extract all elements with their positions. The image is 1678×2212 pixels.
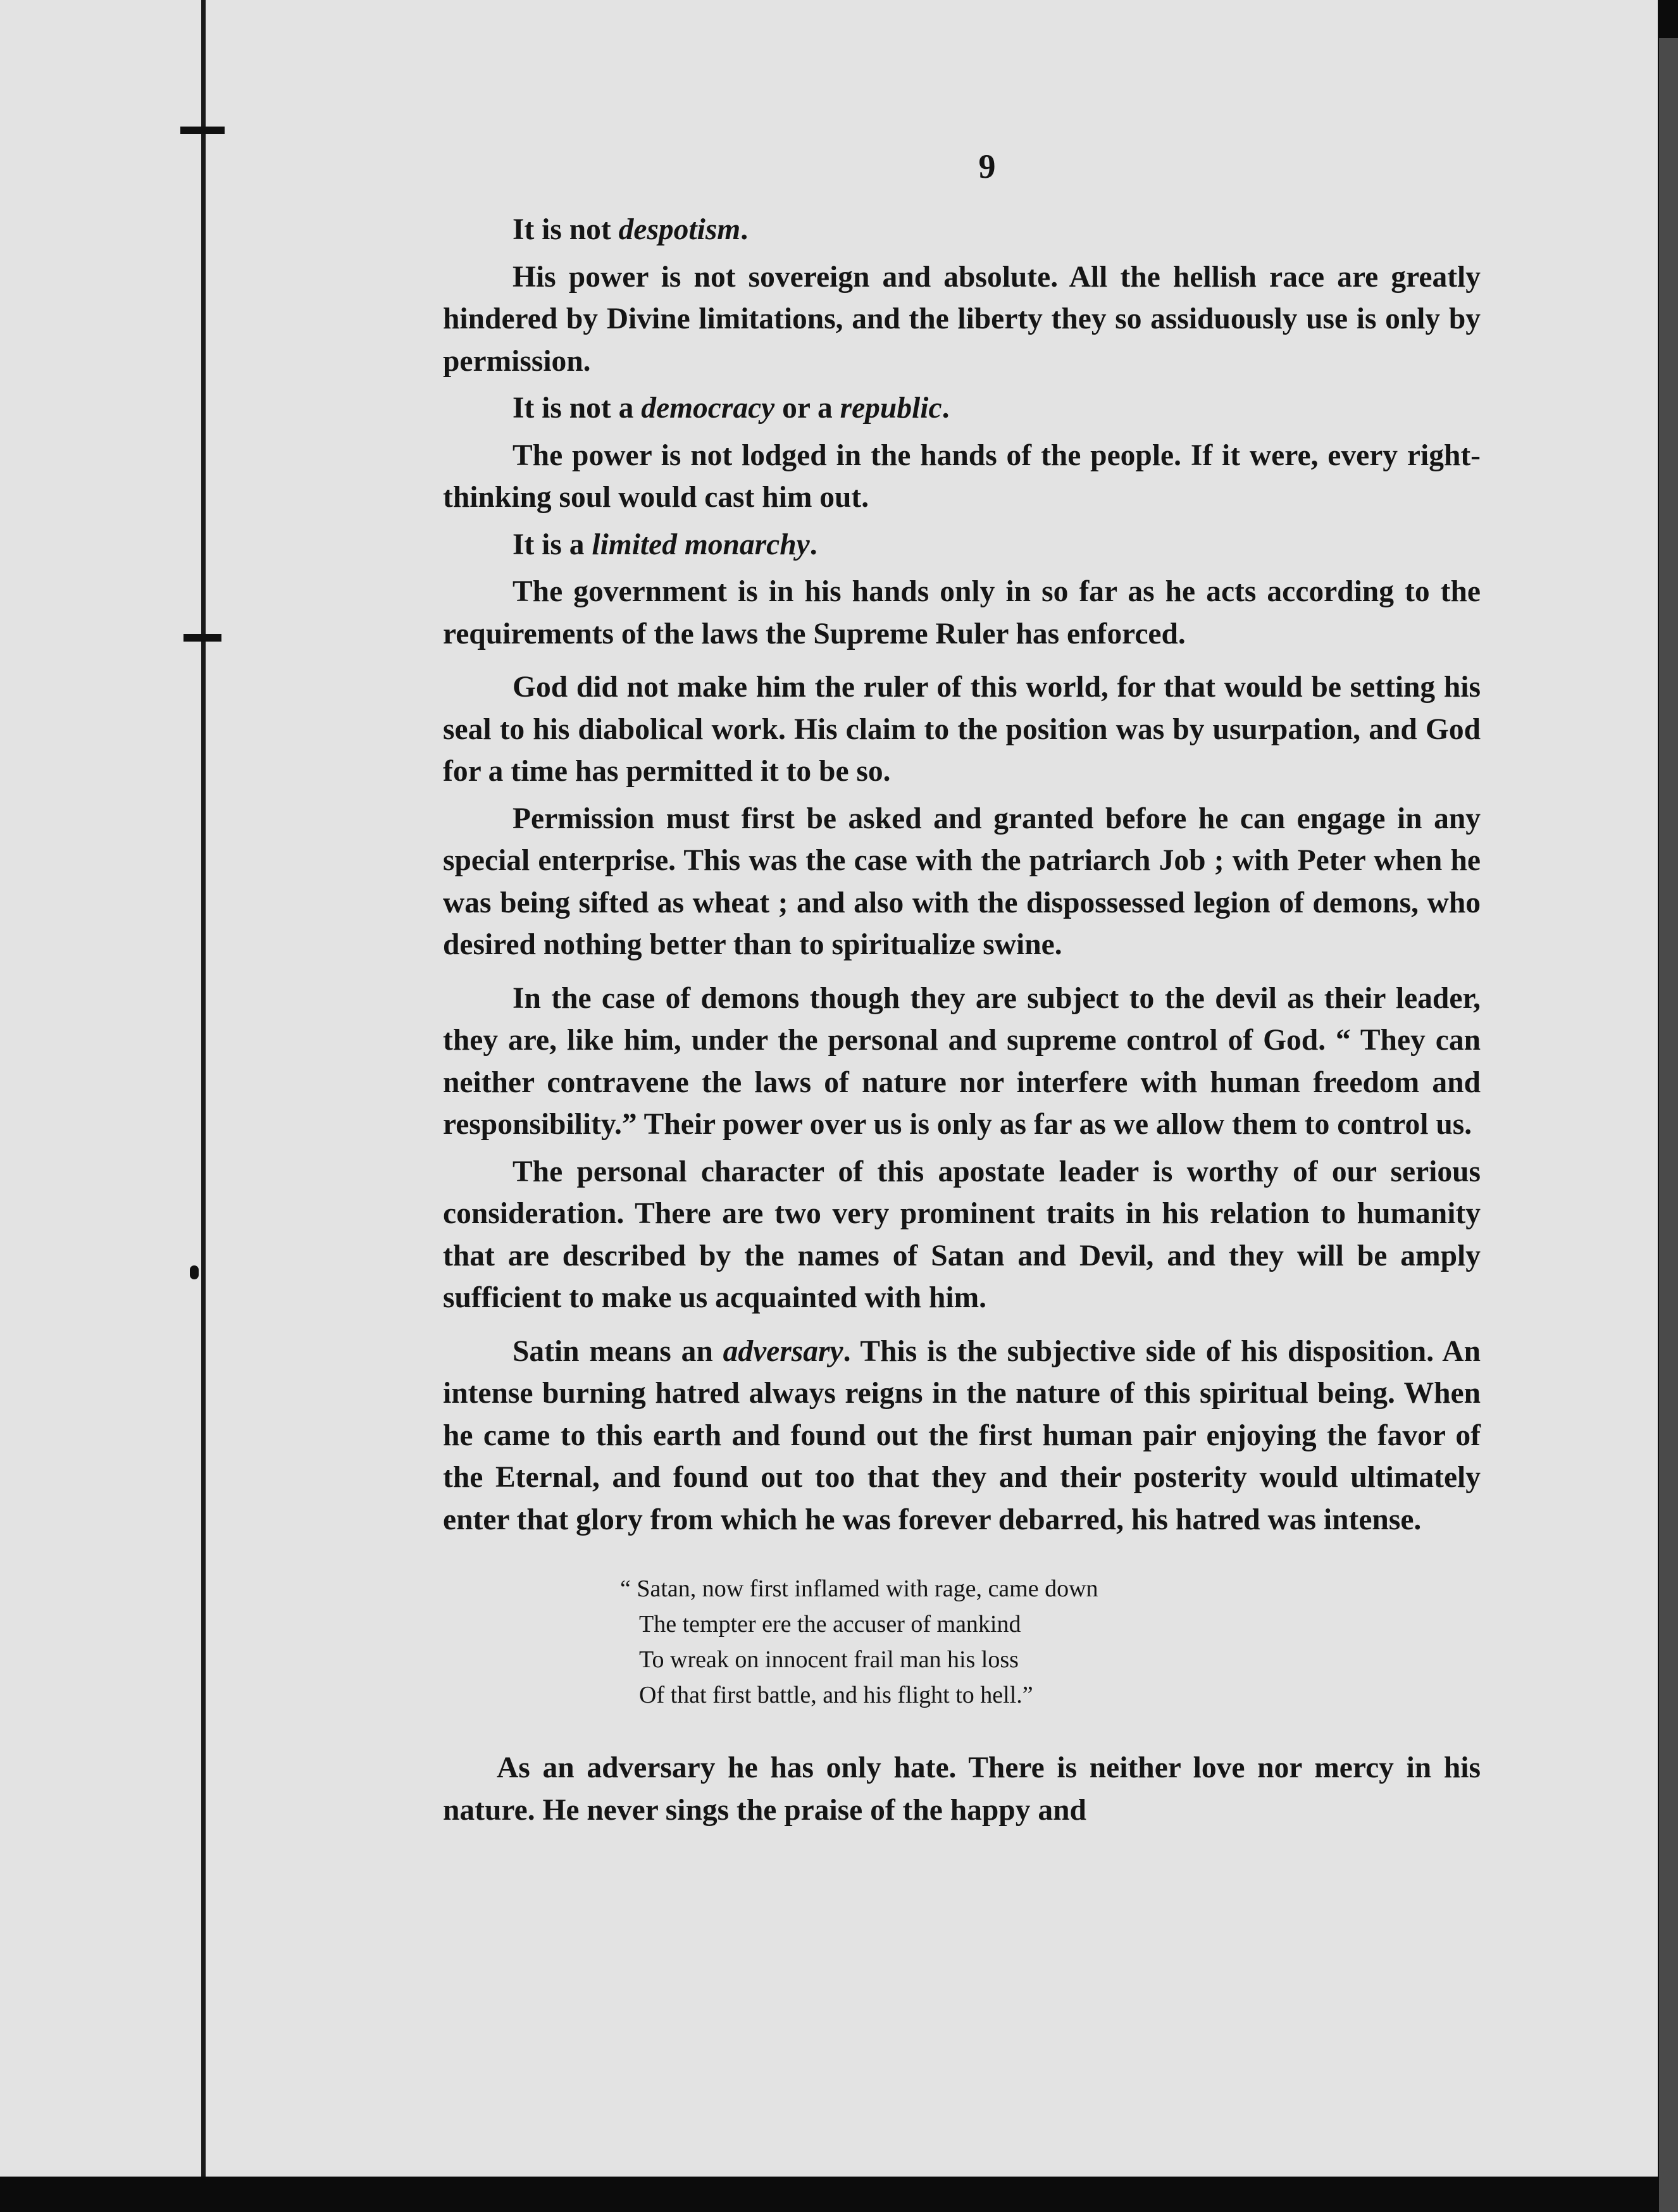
paragraph-11: Satin means an adversary. This is the subjective side of his disposition. An intense burning hatred always reigns in the nature of this spiritual being. When he came to this earth and found out the first human pair enjoying the favor of the Eternal, and found out too that they and their posterity would ultimately enter that glory from which he was forever debarred, his hatred was intense. [443, 1334, 1481, 1536]
paragraph-10: The personal character of this apostate leader is worthy of our serious consideration. There are two very prominent traits in his relation to humanity that are described by the names of Satan and Devil, and they will be amply sufficient to make us acquainted with him. [443, 1155, 1481, 1314]
paragraph-3: It is not a democracy or a republic. [513, 392, 950, 425]
verse-line: The tempter ere the accuser of mankind [639, 1611, 1021, 1637]
paragraph-7: God did not make him the ruler of this world, for that would be setting his seal to his diabolical work. His claim to the position was by usurpation, and God for a time has permitted it to be so. [443, 671, 1481, 788]
gutter-mark-middle [183, 634, 221, 642]
gutter-mark-top [180, 127, 225, 134]
closing-paragraph: As an adversary he has only hate. There is neither love nor mercy in his nature. He never sings the praise of the happy and [443, 1751, 1481, 1827]
paragraph-4: The power is not lodged in the hands of the people. If it were, every right-thinking soul would cast him out. [443, 438, 1481, 514]
paragraph-1: It is not despotism. [513, 213, 749, 246]
body-text [443, 209, 1481, 1836]
verse-line: “ Satan, now first inflamed with rage, came down [620, 1575, 1098, 1602]
page-right-edge [1659, 38, 1678, 2212]
paragraph-2: His power is not sovereign and absolute. All the hellish race are greatly hindered by Divine limitations, and the liberty they so assiduously use is only by permission. [443, 260, 1481, 378]
gutter-rule [201, 0, 206, 2177]
verse-line: Of that first battle, and his flight to hell.” [639, 1682, 1033, 1708]
verse-quotation [620, 1571, 1481, 1713]
page-number: 9 [978, 147, 996, 185]
gutter-mark-lower [190, 1265, 199, 1279]
verse-line: To wreak on innocent frail man his loss [639, 1646, 1019, 1673]
paragraph-8: Permission must first be asked and granted before he can engage in any special enterprise. This was the case with the patriarch Job ; with Peter when he was being sifted as wheat ; and also with the dispossessed legion of demons, who desired nothing better than to spiritualize swine. [443, 802, 1481, 961]
paragraph-5: It is a limited monarchy. [513, 528, 817, 561]
paragraph-9: In the case of demons though they are subject to the devil as their leader, they are, like him, under the personal and supreme control of God. “ They can neither contravene the laws of nature nor interfere with human freedom and responsibility.” Their power over us is only as far as we allow them to control us. [443, 981, 1481, 1141]
paragraph-6: The government is in his hands only in so far as he acts according to the requirements of the laws the Supreme Ruler has enforced. [443, 575, 1481, 650]
